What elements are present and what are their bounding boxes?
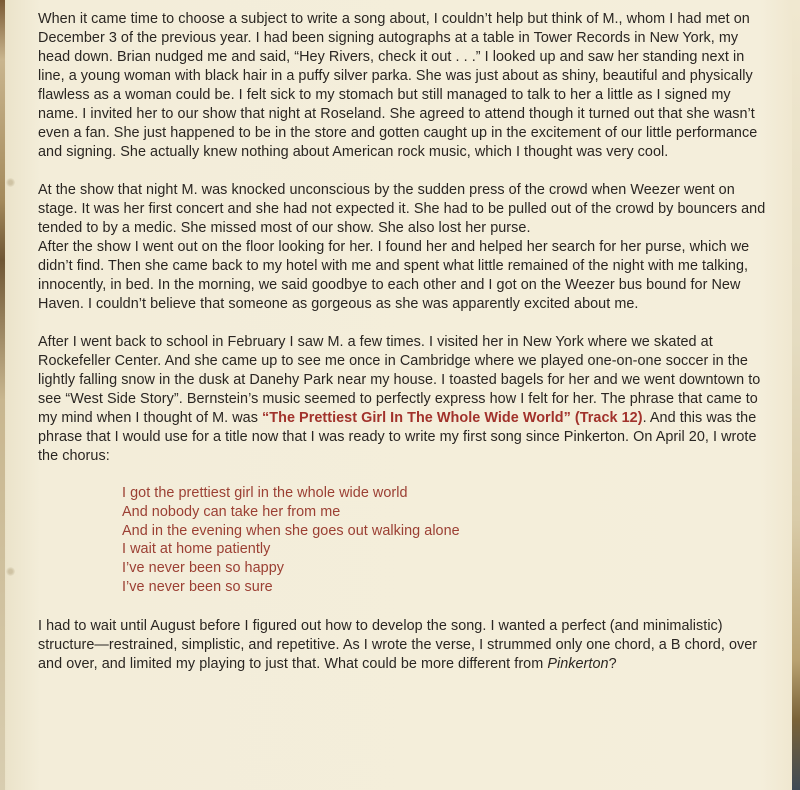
lyric-line: I’ve never been so sure <box>122 578 273 595</box>
binding-hole <box>6 178 15 187</box>
paragraph-structure-text: I had to wait until August before I figured out how to develop the song. I wanted a perfect (and minimalistic) structure—restrained, simplistic, and repetitive. As I wrote the verse, I strummed only one chord, a B chord, over and over, and limited my playing to just that. What could be more different from <box>38 617 758 672</box>
paragraph-structure-tail: ? <box>608 655 617 672</box>
right-page-edge <box>792 0 800 790</box>
paragraph-school <box>38 333 768 466</box>
paragraph-meeting: When it came time to choose a subject to write a song about, I couldn’t help but think of M., whom I had met on December 3 of the previous year. I had been signing autographs at a table in Tower Records in New York, my head down. Brian nudged me and said, “Hey Rivers, check it out . . .” I looked up and saw her standing next in line, a young woman with black hair in a puffy silver parka. She was just about as shiny, beautiful and physically flawless as a woman could be. I felt sick to my stomach but still managed to talk to her a little as I signed my name. I invited her to our show that night at Roseland. She agreed to attend though it turned out that she wasn’t even a fan. She just happened to be in the store and gotten caught up in the excitement of our little performance and signing. She actually knew nothing about American rock music, which I thought was very cool. <box>38 11 758 160</box>
lyric-line: I wait at home patiently <box>122 541 271 558</box>
paragraph-concert-part1: At the show that night M. was knocked unconscious by the sudden press of the crowd when Weezer went on stage. It was her first concert and she had not expected it. She had to be pulled out of the crowd by bouncers and tended to by a medic. She missed most of our show. She also lost her purse. <box>38 182 766 236</box>
lyric-line: I’ve never been so happy <box>122 560 285 577</box>
lyric-line: And in the evening when she goes out walking alone <box>122 522 460 539</box>
lyric-line: And nobody can take her from me <box>122 503 341 520</box>
chorus-lyrics <box>122 484 768 597</box>
paragraph-concert-part2: After the show I went out on the floor looking for her. I found her and helped her search for her purse, which we didn’t find. Then she came back to my hotel with me and spent what little remained of the night with me talking, innocently, in bed. In the morning, we said goodbye to each other and I got on the Weezer bus bound for New Haven. I couldn’t believe that someone as gorgeous as she was apparently excited about me. <box>38 239 750 312</box>
liner-notes-text <box>38 10 768 693</box>
song-title-highlight: “The Prettiest Girl In The Whole Wide World” (Track 12) <box>262 410 643 426</box>
paragraph-school-tail: . And this was the phrase that I would use for a title now that I was ready to write my first song since Pinkerton. On April 20, I wrote the chorus: <box>38 410 757 464</box>
paragraph-structure <box>38 617 768 674</box>
lyric-line: I got the prettiest girl in the whole wide world <box>122 485 408 501</box>
album-title-italic: Pinkerton <box>547 655 609 672</box>
paragraph-concert <box>38 181 768 314</box>
binding-hole <box>6 567 15 576</box>
paragraph-school-text: After I went back to school in February I saw M. a few times. I visited her in New York where we skated at Rockefeller Center. And she came up to see me once in Cambridge where we played one-on-one soccer in the lightly falling snow in the dusk at Danehy Park near my house. I toasted bagels for her and we went downtown to see “West Side Story”. Bernstein’s music seemed to perfectly express how I felt for her. The phrase that came to my mind when I thought of M. was <box>38 334 761 426</box>
left-page-edge <box>0 0 5 790</box>
